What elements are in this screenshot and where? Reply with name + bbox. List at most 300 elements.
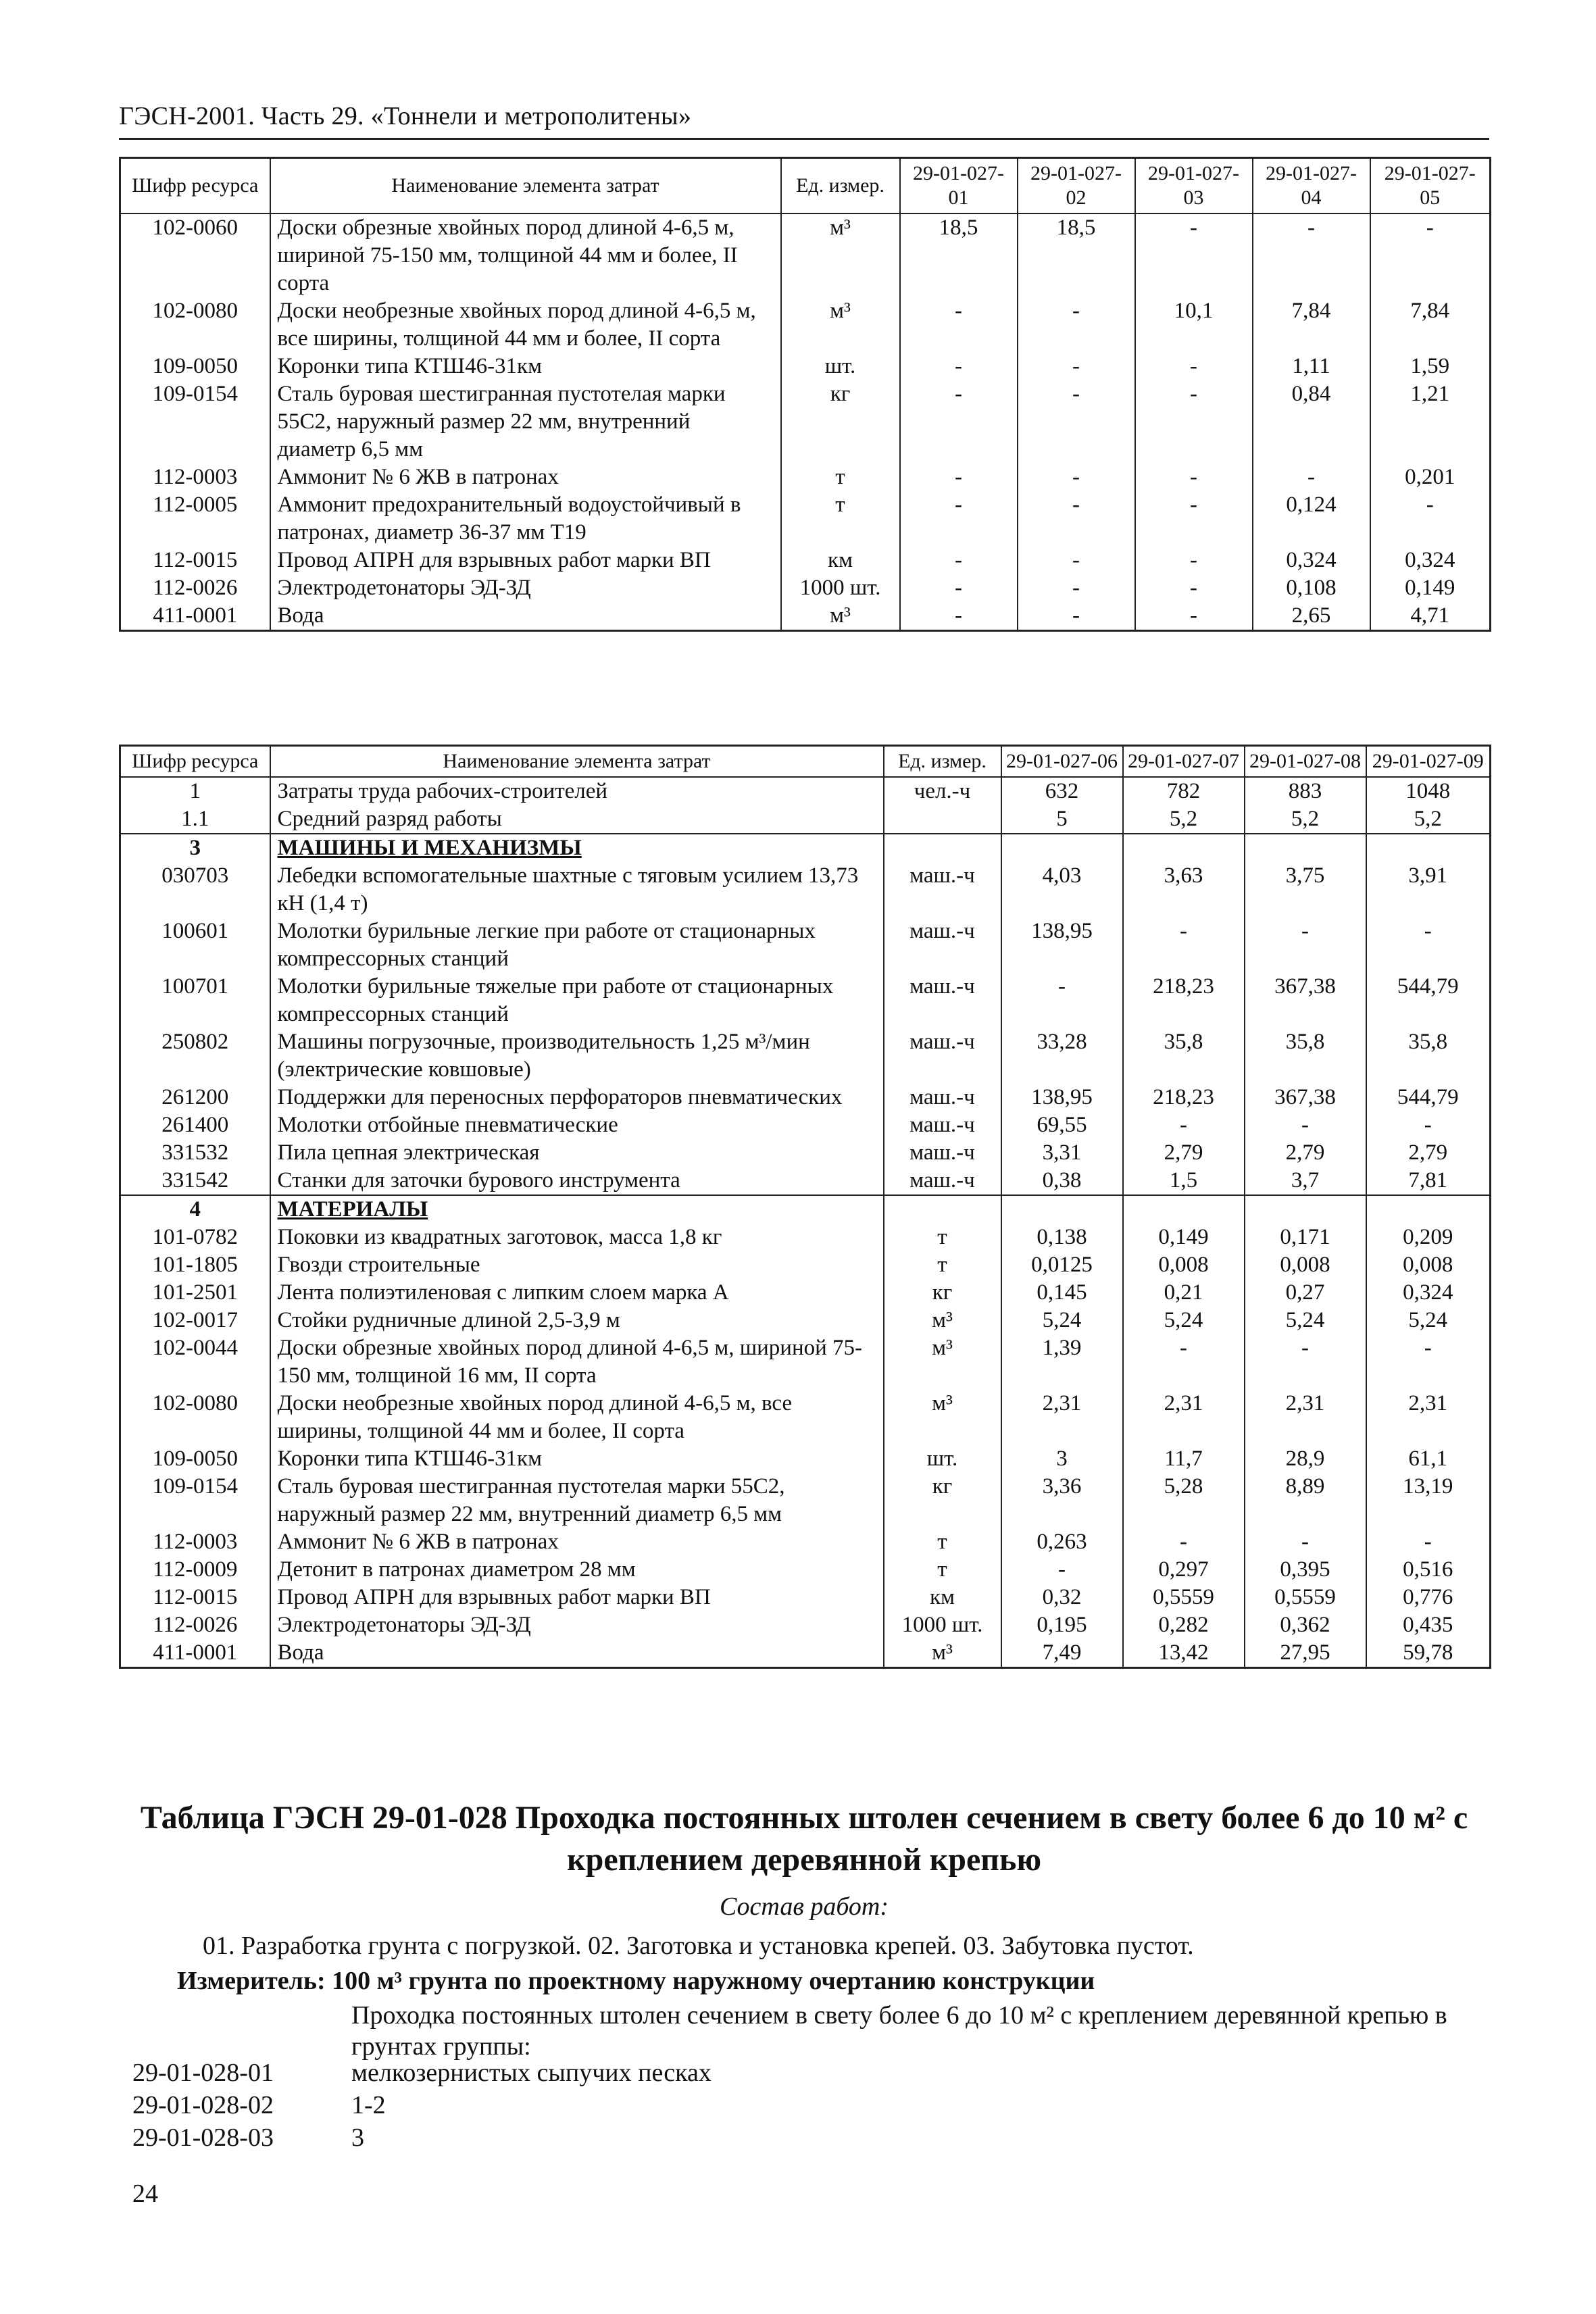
table-row	[120, 917, 1491, 973]
resource-code: 109-0050	[120, 353, 270, 380]
table-row	[120, 547, 1491, 574]
value-cell: 10,1	[1135, 297, 1253, 353]
resource-name: Молотки бурильные тяжелые при работе от стационарных компрессорных станций	[270, 973, 884, 1028]
table-row	[120, 1028, 1491, 1084]
value-cell: 2,79	[1245, 1139, 1366, 1167]
value-cell: 0,27	[1245, 1279, 1366, 1307]
value-cell: 35,8	[1366, 1028, 1491, 1084]
value-cell: -	[1001, 1556, 1123, 1584]
variant-row	[132, 2090, 386, 2120]
unit-cell: т	[884, 1251, 1001, 1279]
unit-cell: 1000 шт.	[884, 1611, 1001, 1639]
value-cell: 4,03	[1001, 862, 1123, 917]
empty-cell	[1123, 834, 1245, 862]
resource-code: 112-0003	[120, 1528, 270, 1556]
value-cell: 0,124	[1253, 491, 1370, 547]
value-cell: 0,324	[1370, 547, 1491, 574]
resource-name: Провод АПРН для взрывных работ марки ВП	[270, 1584, 884, 1611]
value-cell: 0,324	[1366, 1279, 1491, 1307]
value-cell: 5,2	[1245, 805, 1366, 834]
unit-cell: кг	[781, 380, 900, 463]
value-cell: 1,21	[1370, 380, 1491, 463]
value-cell: 0,008	[1245, 1251, 1366, 1279]
value-cell: -	[1135, 602, 1253, 631]
resource-code: 1.1	[120, 805, 270, 834]
resource-table-027-01-05	[119, 157, 1491, 632]
value-cell: 367,38	[1245, 973, 1366, 1028]
resource-name: Молотки бурильные легкие при работе от стационарных компрессорных станций	[270, 917, 884, 973]
value-cell: -	[1245, 1111, 1366, 1139]
value-cell: 782	[1123, 777, 1245, 805]
value-cell: 218,23	[1123, 1084, 1245, 1111]
resource-name: Сталь буровая шестигранная пустотелая марки 55С2, наружный размер 22 мм, внутренний диаметр 6,5 мм	[270, 1473, 884, 1528]
value-cell: 218,23	[1123, 973, 1245, 1028]
value-cell: 35,8	[1245, 1028, 1366, 1084]
value-cell: 3,63	[1123, 862, 1245, 917]
unit-cell: чел.-ч	[884, 777, 1001, 805]
table-row	[120, 1445, 1491, 1473]
resource-name: Поддержки для переносных перфораторов пневматических	[270, 1084, 884, 1111]
resource-name: Вода	[270, 602, 781, 631]
empty-cell	[1001, 1195, 1123, 1224]
value-cell: -	[900, 547, 1018, 574]
unit-cell: шт.	[884, 1445, 1001, 1473]
table-row	[120, 1390, 1491, 1445]
value-cell: -	[1123, 917, 1245, 973]
value-cell: -	[1366, 1111, 1491, 1139]
value-cell: -	[1018, 463, 1135, 491]
resource-name: Стойки рудничные длиной 2,5-3,9 м	[270, 1307, 884, 1334]
col-header-027-05: 29-01-027-05	[1370, 158, 1491, 214]
value-cell: 0,0125	[1001, 1251, 1123, 1279]
table-row	[120, 973, 1491, 1028]
variant-code: 29-01-028-02	[132, 2091, 274, 2119]
resource-code: 261400	[120, 1111, 270, 1139]
unit-cell: м³	[884, 1639, 1001, 1668]
value-cell: 0,171	[1245, 1224, 1366, 1251]
value-cell: 0,008	[1366, 1251, 1491, 1279]
empty-cell	[1245, 834, 1366, 862]
variant-code: 29-01-028-01	[132, 2059, 274, 2087]
value-cell: 367,38	[1245, 1084, 1366, 1111]
table-row	[120, 1251, 1491, 1279]
value-cell: 13,19	[1366, 1473, 1491, 1528]
value-cell: -	[900, 297, 1018, 353]
value-cell: 544,79	[1366, 1084, 1491, 1111]
value-cell: -	[1370, 491, 1491, 547]
table-row	[120, 1111, 1491, 1139]
unit-cell: маш.-ч	[884, 862, 1001, 917]
resource-name: Доски необрезные хвойных пород длиной 4-6,5 м, все ширины, толщиной 44 мм и более, II сорта	[270, 1390, 884, 1445]
table-title: Таблица ГЭСН 29-01-028 Проходка постоянных штолен сечением в свету более 6 до 10 м² с креплением деревянной крепью	[140, 1800, 1468, 1878]
page-number: 24	[132, 2180, 158, 2208]
col-header-027-03: 29-01-027-03	[1135, 158, 1253, 214]
resource-code: 109-0154	[120, 380, 270, 463]
value-cell: -	[1123, 1334, 1245, 1390]
page-header: ГЭСН-2001. Часть 29. «Тоннели и метрополитены»	[119, 102, 692, 130]
value-cell: 4,71	[1370, 602, 1491, 631]
value-cell: 2,31	[1366, 1390, 1491, 1445]
value-cell: 0,435	[1366, 1611, 1491, 1639]
value-cell: 13,42	[1123, 1639, 1245, 1668]
resource-code: 112-0015	[120, 547, 270, 574]
unit-cell: маш.-ч	[884, 973, 1001, 1028]
table-row	[120, 805, 1491, 834]
table-row	[120, 380, 1491, 463]
value-cell: 1,5	[1123, 1167, 1245, 1195]
section-row	[120, 834, 1491, 862]
value-cell: 0,209	[1366, 1224, 1491, 1251]
value-cell: 0,297	[1123, 1556, 1245, 1584]
value-cell: 0,324	[1253, 547, 1370, 574]
value-cell: -	[1245, 1334, 1366, 1390]
unit-cell: шт.	[781, 353, 900, 380]
table-row	[120, 1473, 1491, 1528]
value-cell: -	[1135, 463, 1253, 491]
resource-code: 109-0050	[120, 1445, 270, 1473]
value-cell: 28,9	[1245, 1445, 1366, 1473]
value-cell: -	[1123, 1528, 1245, 1556]
empty-cell	[1245, 1195, 1366, 1224]
value-cell: -	[900, 463, 1018, 491]
resource-name: Доски обрезные хвойных пород длиной 4-6,5 м, шириной 75-150 мм, толщиной 44 мм и более, II сорта	[270, 213, 781, 297]
value-cell: -	[1018, 491, 1135, 547]
resource-code: 331542	[120, 1167, 270, 1195]
col-header-unit: Ед. измер.	[884, 746, 1001, 778]
unit-cell: м³	[781, 602, 900, 631]
value-cell: 0,516	[1366, 1556, 1491, 1584]
value-cell: 0,362	[1245, 1611, 1366, 1639]
resource-name: Доски необрезные хвойных пород длиной 4-6,5 м, все ширины, толщиной 44 мм и более, II сорта	[270, 297, 781, 353]
value-cell: 5,24	[1123, 1307, 1245, 1334]
value-cell: 138,95	[1001, 917, 1123, 973]
value-cell: 0,5559	[1245, 1584, 1366, 1611]
value-cell: -	[1253, 213, 1370, 297]
value-cell: 7,84	[1253, 297, 1370, 353]
value-cell: -	[1370, 213, 1491, 297]
value-cell: 3,91	[1366, 862, 1491, 917]
unit-cell: маш.-ч	[884, 1111, 1001, 1139]
value-cell: 11,7	[1123, 1445, 1245, 1473]
col-header-027-01: 29-01-027-01	[900, 158, 1018, 214]
resource-name: Сталь буровая шестигранная пустотелая марки 55С2, наружный размер 22 мм, внутренний диаметр 6,5 мм	[270, 380, 781, 463]
value-cell: -	[1245, 1528, 1366, 1556]
value-cell: -	[1018, 547, 1135, 574]
value-cell: 0,149	[1370, 574, 1491, 602]
col-header-code: Шифр ресурса	[120, 158, 270, 214]
value-cell: 5,2	[1366, 805, 1491, 834]
unit-cell: маш.-ч	[884, 917, 1001, 973]
value-cell: 1,11	[1253, 353, 1370, 380]
table-row	[120, 213, 1491, 297]
table-row	[120, 1224, 1491, 1251]
value-cell: 18,5	[1018, 213, 1135, 297]
value-cell: 0,201	[1370, 463, 1491, 491]
table-body	[120, 213, 1491, 631]
unit-cell: м³	[884, 1307, 1001, 1334]
value-cell: -	[1366, 1528, 1491, 1556]
value-cell: 0,21	[1123, 1279, 1245, 1307]
unit-cell: маш.-ч	[884, 1167, 1001, 1195]
value-cell: 7,49	[1001, 1639, 1123, 1668]
table-row	[120, 862, 1491, 917]
value-cell: 7,84	[1370, 297, 1491, 353]
value-cell: 0,84	[1253, 380, 1370, 463]
unit-cell: м³	[781, 297, 900, 353]
value-cell: 2,65	[1253, 602, 1370, 631]
resource-code: 331532	[120, 1139, 270, 1167]
empty-cell	[1001, 834, 1123, 862]
unit-cell: т	[884, 1224, 1001, 1251]
empty-cell	[1366, 834, 1491, 862]
value-cell: -	[1135, 491, 1253, 547]
resource-name: Электродетонаторы ЭД-ЗД	[270, 574, 781, 602]
section-title: МАШИНЫ И МЕХАНИЗМЫ	[270, 834, 884, 862]
measure-unit-line: Измеритель: 100 м³ грунта по проектному наружному очертанию конструкции	[177, 1967, 1095, 1995]
resource-code: 100601	[120, 917, 270, 973]
col-header-code: Шифр ресурса	[120, 746, 270, 778]
resource-name: Аммонит предохранительный водоустойчивый в патронах, диаметр 36-37 мм Т19	[270, 491, 781, 547]
value-cell: 138,95	[1001, 1084, 1123, 1111]
value-cell: 544,79	[1366, 973, 1491, 1028]
value-cell: 5,24	[1245, 1307, 1366, 1334]
resource-name: Аммонит № 6 ЖВ в патронах	[270, 463, 781, 491]
resource-name: Средний разряд работы	[270, 805, 884, 834]
value-cell: -	[1253, 463, 1370, 491]
variant-text: 1-2	[351, 2091, 386, 2119]
value-cell: 0,149	[1123, 1224, 1245, 1251]
resource-code: 112-0003	[120, 463, 270, 491]
value-cell: 8,89	[1245, 1473, 1366, 1528]
unit-cell: т	[781, 463, 900, 491]
resource-name: Коронки типа КТШ46-31км	[270, 353, 781, 380]
unit-cell: т	[884, 1556, 1001, 1584]
value-cell: 0,195	[1001, 1611, 1123, 1639]
unit-cell: т	[884, 1528, 1001, 1556]
value-cell: 27,95	[1245, 1639, 1366, 1668]
resource-code: 102-0044	[120, 1334, 270, 1390]
value-cell: 0,38	[1001, 1167, 1123, 1195]
value-cell: 2,79	[1123, 1139, 1245, 1167]
value-cell: -	[900, 574, 1018, 602]
resource-code: 102-0017	[120, 1307, 270, 1334]
table-row	[120, 1279, 1491, 1307]
resource-code: 112-0026	[120, 1611, 270, 1639]
value-cell: 59,78	[1366, 1639, 1491, 1668]
variant-text: мелкозернистых сыпучих песках	[351, 2059, 712, 2087]
col-header-027-06: 29-01-027-06	[1001, 746, 1123, 778]
value-cell: 632	[1001, 777, 1123, 805]
value-cell: -	[900, 491, 1018, 547]
section-code: 3	[120, 834, 270, 862]
value-cell: -	[1018, 602, 1135, 631]
value-cell: 0,138	[1001, 1224, 1123, 1251]
value-cell: 3,31	[1001, 1139, 1123, 1167]
value-cell: 2,31	[1245, 1390, 1366, 1445]
unit-cell: м³	[884, 1334, 1001, 1390]
resource-code: 112-0005	[120, 491, 270, 547]
value-cell: 1048	[1366, 777, 1491, 805]
value-cell: 35,8	[1123, 1028, 1245, 1084]
value-cell: 1,39	[1001, 1334, 1123, 1390]
value-cell: 0,263	[1001, 1528, 1123, 1556]
resource-code: 030703	[120, 862, 270, 917]
value-cell: -	[1366, 1334, 1491, 1390]
col-header-unit: Ед. измер.	[781, 158, 900, 214]
unit-cell: маш.-ч	[884, 1028, 1001, 1084]
empty-cell	[1366, 1195, 1491, 1224]
value-cell: -	[1366, 917, 1491, 973]
resource-name: Поковки из квадратных заготовок, масса 1,8 кг	[270, 1224, 884, 1251]
resource-code: 100701	[120, 973, 270, 1028]
table-row	[120, 777, 1491, 805]
resource-code: 261200	[120, 1084, 270, 1111]
section-code: 4	[120, 1195, 270, 1224]
table-row	[120, 602, 1491, 631]
resource-name: Доски обрезные хвойных пород длиной 4-6,5 м, шириной 75-150 мм, толщиной 16 мм, II сорта	[270, 1334, 884, 1390]
table-row	[120, 1584, 1491, 1611]
unit-cell: км	[781, 547, 900, 574]
resource-name: Детонит в патронах диаметром 28 мм	[270, 1556, 884, 1584]
composition-text: 01. Разработка грунта с погрузкой. 02. Заготовка и установка крепей. 03. Забутовка пустот.	[203, 1932, 1194, 1960]
table-row	[120, 297, 1491, 353]
resource-code: 1	[120, 777, 270, 805]
variant-row	[132, 2123, 364, 2153]
table-row	[120, 1611, 1491, 1639]
table-header-row	[120, 746, 1491, 778]
value-cell: 2,31	[1123, 1390, 1245, 1445]
col-header-027-02: 29-01-027-02	[1018, 158, 1135, 214]
value-cell: -	[1135, 574, 1253, 602]
resource-name: Молотки отбойные пневматические	[270, 1111, 884, 1139]
col-header-027-09: 29-01-027-09	[1366, 746, 1491, 778]
table-row	[120, 1639, 1491, 1668]
unit-cell	[884, 805, 1001, 834]
table-row	[120, 1556, 1491, 1584]
empty-cell	[1123, 1195, 1245, 1224]
table-header-row	[120, 158, 1491, 214]
value-cell: 5,28	[1123, 1473, 1245, 1528]
value-cell: 7,81	[1366, 1167, 1491, 1195]
variants-intro: Проходка постоянных штолен сечением в свету более 6 до 10 м² с креплением деревянной крепью в грунтах группы:	[351, 2001, 1447, 2061]
value-cell: -	[1135, 547, 1253, 574]
resource-name: Лебедки вспомогательные шахтные с тяговым усилием 13,73 кН (1,4 т)	[270, 862, 884, 917]
value-cell: 0,5559	[1123, 1584, 1245, 1611]
unit-cell: маш.-ч	[884, 1084, 1001, 1111]
resource-code: 250802	[120, 1028, 270, 1084]
value-cell: 0,145	[1001, 1279, 1123, 1307]
value-cell: 3,36	[1001, 1473, 1123, 1528]
value-cell: 69,55	[1001, 1111, 1123, 1139]
value-cell: -	[1135, 380, 1253, 463]
value-cell: -	[1018, 353, 1135, 380]
empty-cell	[884, 834, 1001, 862]
resource-code: 411-0001	[120, 1639, 270, 1668]
resource-code: 101-1805	[120, 1251, 270, 1279]
section-title: МАТЕРИАЛЫ	[270, 1195, 884, 1224]
value-cell: -	[1123, 1111, 1245, 1139]
value-cell: -	[1018, 574, 1135, 602]
table-row	[120, 491, 1491, 547]
composition-label: Состав работ:	[719, 1892, 889, 1921]
value-cell: 5,24	[1366, 1307, 1491, 1334]
resource-code: 112-0026	[120, 574, 270, 602]
resource-code: 102-0060	[120, 213, 270, 297]
value-cell: 2,79	[1366, 1139, 1491, 1167]
unit-cell: 1000 шт.	[781, 574, 900, 602]
col-header-027-07: 29-01-027-07	[1123, 746, 1245, 778]
resource-code: 102-0080	[120, 1390, 270, 1445]
table-row	[120, 1334, 1491, 1390]
value-cell: -	[1018, 380, 1135, 463]
resource-name: Лента полиэтиленовая с липким слоем марка А	[270, 1279, 884, 1307]
value-cell: 5,2	[1123, 805, 1245, 834]
value-cell: 61,1	[1366, 1445, 1491, 1473]
unit-cell: м³	[781, 213, 900, 297]
value-cell: -	[1001, 973, 1123, 1028]
resource-code: 101-0782	[120, 1224, 270, 1251]
resource-name: Коронки типа КТШ46-31км	[270, 1445, 884, 1473]
value-cell: -	[1135, 213, 1253, 297]
table-row	[120, 1139, 1491, 1167]
section-row	[120, 1195, 1491, 1224]
resource-name: Станки для заточки бурового инструмента	[270, 1167, 884, 1195]
resource-name: Затраты труда рабочих-строителей	[270, 777, 884, 805]
table-row	[120, 574, 1491, 602]
value-cell: -	[1135, 353, 1253, 380]
value-cell: 883	[1245, 777, 1366, 805]
value-cell: 3	[1001, 1445, 1123, 1473]
value-cell: 0,32	[1001, 1584, 1123, 1611]
resource-name: Электродетонаторы ЭД-ЗД	[270, 1611, 884, 1639]
table-row	[120, 1307, 1491, 1334]
unit-cell: маш.-ч	[884, 1139, 1001, 1167]
resource-code: 102-0080	[120, 297, 270, 353]
table-row	[120, 1528, 1491, 1556]
unit-cell: т	[781, 491, 900, 547]
resource-table-027-06-09	[119, 745, 1491, 1669]
value-cell: 33,28	[1001, 1028, 1123, 1084]
unit-cell: кг	[884, 1473, 1001, 1528]
empty-cell	[884, 1195, 1001, 1224]
resource-name: Пила цепная электрическая	[270, 1139, 884, 1167]
resource-name: Машины погрузочные, производительность 1,25 м³/мин (электрические ковшовые)	[270, 1028, 884, 1084]
resource-code: 109-0154	[120, 1473, 270, 1528]
value-cell: 1,59	[1370, 353, 1491, 380]
resource-code: 411-0001	[120, 602, 270, 631]
value-cell: 18,5	[900, 213, 1018, 297]
value-cell: 3,75	[1245, 862, 1366, 917]
value-cell: 5,24	[1001, 1307, 1123, 1334]
value-cell: 0,008	[1123, 1251, 1245, 1279]
col-header-027-08: 29-01-027-08	[1245, 746, 1366, 778]
value-cell: -	[900, 380, 1018, 463]
value-cell: -	[900, 353, 1018, 380]
table-row	[120, 463, 1491, 491]
variant-row	[132, 2058, 712, 2088]
header-divider	[119, 138, 1489, 140]
value-cell: 0,776	[1366, 1584, 1491, 1611]
resource-name: Гвозди строительные	[270, 1251, 884, 1279]
value-cell: -	[900, 602, 1018, 631]
unit-cell: м³	[884, 1390, 1001, 1445]
col-header-name: Наименование элемента затрат	[270, 158, 781, 214]
unit-cell: км	[884, 1584, 1001, 1611]
value-cell: 0,395	[1245, 1556, 1366, 1584]
col-header-027-04: 29-01-027-04	[1253, 158, 1370, 214]
resource-code: 101-2501	[120, 1279, 270, 1307]
value-cell: -	[1018, 297, 1135, 353]
